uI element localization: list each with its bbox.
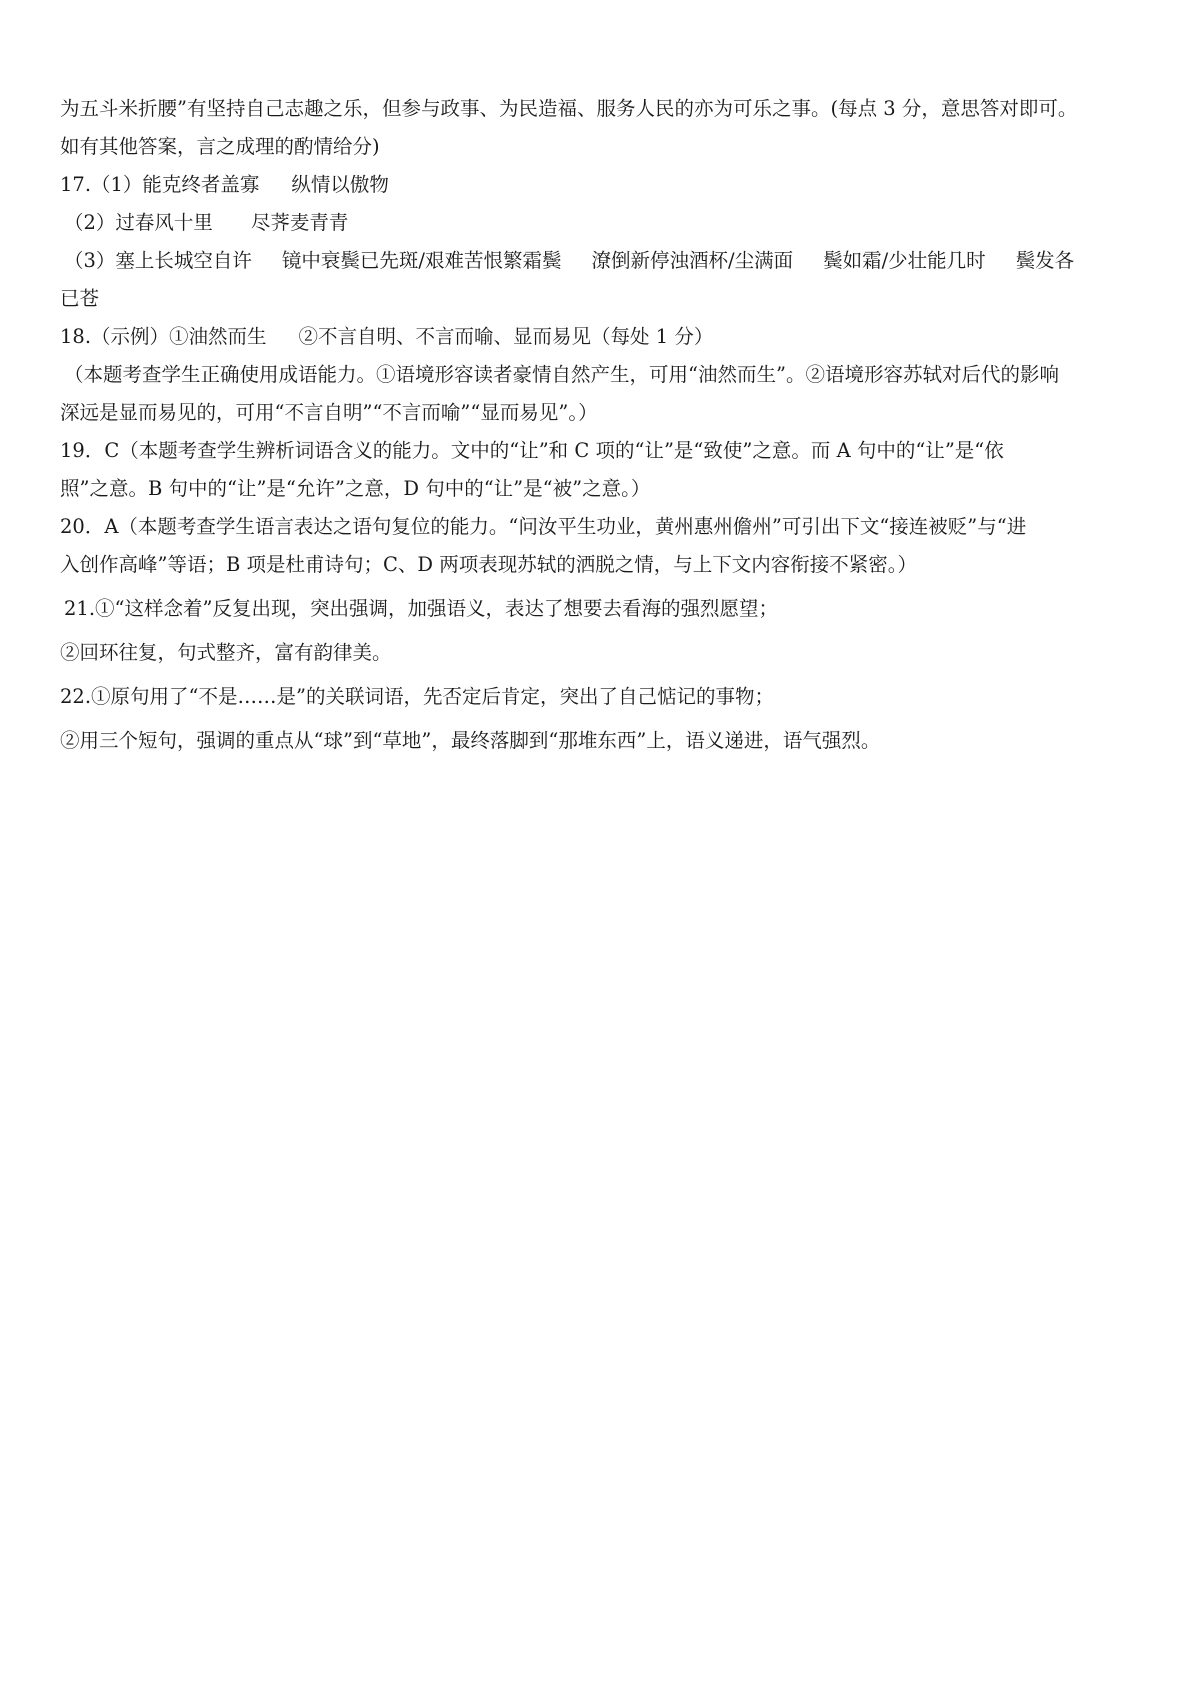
q19-answer-line-1: 19．C（本题考查学生辨析词语含义的能力。文中的“让”和 C 项的“让”是“致使”之意。而 A 句中的“让”是“依 xyxy=(60,439,1004,462)
q16-answer-line-2: 如有其他答案，言之成理的酌情给分) xyxy=(60,135,380,158)
q18-answer-a: 18.（示例）①油然而生 xyxy=(60,325,267,348)
q17-2-part-a: （2）过春风十里 xyxy=(64,211,213,234)
q17-answer-1 xyxy=(60,166,1150,204)
q17-answer-3 xyxy=(60,242,1150,280)
answer-document xyxy=(60,90,1150,760)
q18-answer xyxy=(60,318,1150,356)
q17-3-part-a: （3）塞上长城空自许 xyxy=(64,249,252,272)
q19-answer-line-2: 照”之意。B 句中的“让”是“允许”之意，D 句中的“让”是“被”之意。） xyxy=(60,477,651,500)
q17-1-part-a: 17.（1）能克终者盖寡 xyxy=(60,173,260,196)
q22-answer-line-2: ②用三个短句，强调的重点从“球”到“草地”，最终落脚到“那堆东西”上，语义递进，语气强烈。 xyxy=(60,729,881,752)
q21-answer-line-2: ②回环往复，句式整齐，富有韵律美。 xyxy=(60,641,392,664)
q17-3-part-b: 镜中衰鬓已先斑/艰难苦恨繁霜鬓 xyxy=(281,249,562,272)
q17-3-part-d: 鬓如霜/少壮能几时 xyxy=(823,249,986,272)
q18-note-line-2: 深远是显而易见的，可用“不言自明”“不言而喻”“显而易见”。） xyxy=(60,401,598,424)
q17-3-part-c: 潦倒新停浊酒杯/尘满面 xyxy=(591,249,794,272)
q17-2-part-b: 尽荠麦青青 xyxy=(250,211,349,234)
q20-answer-line-2: 入创作高峰”等语；B 项是杜甫诗句；C、D 两项表现苏轼的洒脱之情，与上下文内容衔接不紧密。） xyxy=(60,553,918,576)
q17-answer-3-continued: 已苍 xyxy=(60,287,100,310)
q16-answer-line-1: 为五斗米折腰”有坚持自己志趣之乐，但参与政事、为民造福、服务人民的亦为可乐之事。(每点 3 分，意思答对即可。 xyxy=(60,97,1078,120)
q17-3-part-e: 鬓发各 xyxy=(1015,249,1075,272)
q22-answer-line-1: 22.①原句用了“不是……是”的关联词语，先否定后肯定，突出了自己惦记的事物； xyxy=(60,685,774,708)
q17-1-part-b: 纵情以傲物 xyxy=(291,173,389,196)
q18-answer-b: ②不言自明、不言而喻、显而易见（每处 1 分） xyxy=(298,325,714,348)
q18-note-line-1: （本题考查学生正确使用成语能力。①语境形容读者豪情自然产生，可用“油然而生”。②语境形容苏轼对后代的影响 xyxy=(64,363,1059,386)
q17-answer-2 xyxy=(60,204,1150,242)
q20-answer-line-1: 20．A（本题考查学生语言表达之语句复位的能力。“问汝平生功业，黄州惠州儋州”可引出下文“接连被贬”与“进 xyxy=(60,515,1027,538)
q21-answer-line-1: 21.①“这样念着”反复出现，突出强调，加强语义，表达了想要去看海的强烈愿望； xyxy=(64,597,778,620)
